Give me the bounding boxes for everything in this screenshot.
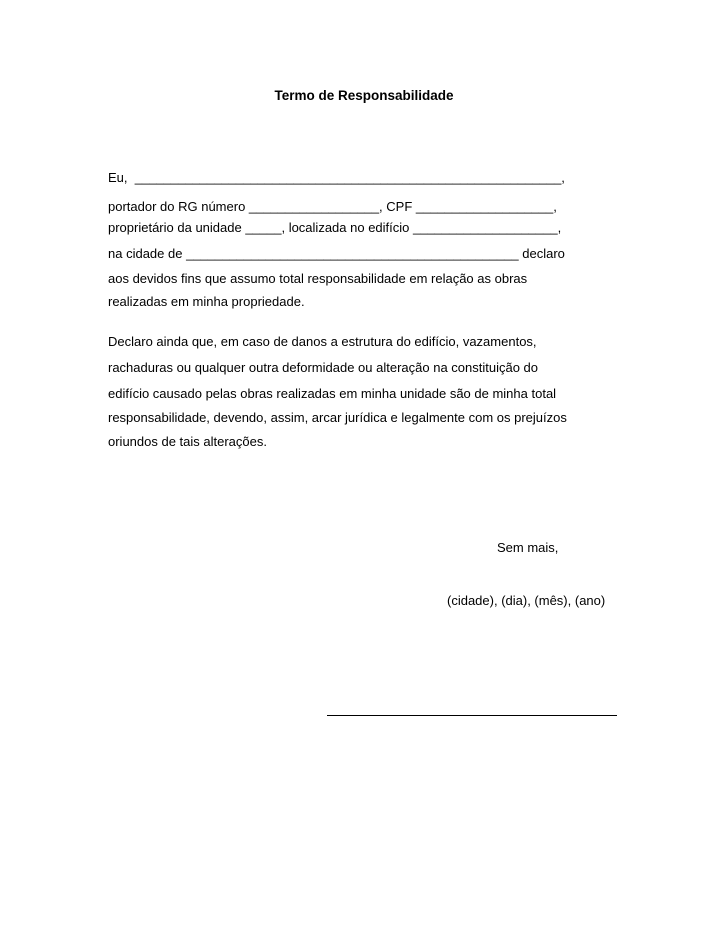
paragraph-line: edifício causado pelas obras realizadas em minha unidade são de minha total [108, 386, 557, 401]
document-title: Termo de Responsabilidade [274, 88, 454, 103]
closing-text: Sem mais, [497, 540, 559, 555]
paragraph-line: realizadas em minha propriedade. [108, 294, 305, 309]
paragraph-line: Declaro ainda que, em caso de danos a estrutura do edifício, vazamentos, [108, 334, 537, 349]
paragraph-line: aos devidos fins que assumo total responsabilidade em relação as obras [108, 271, 528, 286]
paragraph-line: na cidade de ______________________________________________ declaro [108, 246, 565, 261]
paragraph-line: responsabilidade, devendo, assim, arcar jurídica e legalmente com os prejuízos [108, 410, 567, 425]
paragraph-line: Eu, ___________________________________________________________, [108, 170, 565, 185]
paragraph-line: proprietário da unidade _____, localizada no edifício ____________________, [108, 220, 562, 235]
paragraph-line: oriundos de tais alterações. [108, 434, 267, 449]
place-date-text: (cidade), (dia), (mês), (ano) [447, 593, 606, 608]
paragraph-line: portador do RG número __________________, CPF ___________________, [108, 199, 557, 214]
signature-line [327, 715, 617, 716]
paragraph-line: rachaduras ou qualquer outra deformidade ou alteração na constituição do [108, 360, 539, 375]
